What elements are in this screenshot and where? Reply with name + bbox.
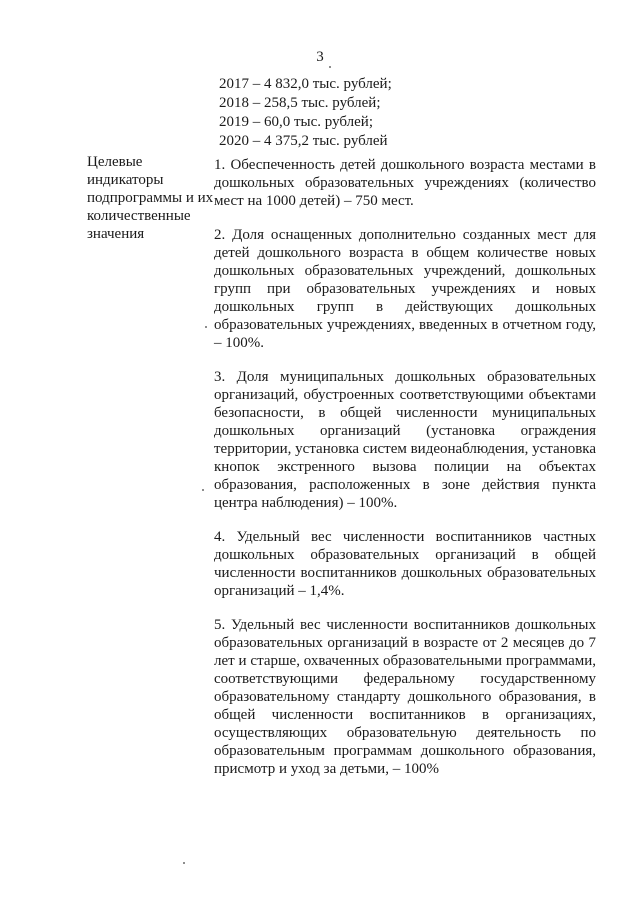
page-number: 3 — [316, 49, 324, 65]
funding-line-2019: 2019 – 60,0 тыс. рублей; — [219, 114, 373, 130]
indicator-3: 3. Доля муниципальных дошкольных образовательных организаций, обустроенных соответствующими объектами безопасности, в общей численности муниципальных дошкольных организаций (установка ограждения территории, установка систем видеонаблюдения, установка кнопок экстренного вызова полиции на объектах образования, расположенных в зоне действия пункта центра наблюдения) – 100%. — [214, 369, 596, 511]
funding-line-2017: 2017 – 4 832,0 тыс. рублей; — [219, 76, 392, 92]
indicator-1: 1. Обеспеченность детей дошкольного возраста местами в дошкольных образовательных учреждениях (количество мест на 1000 детей) – 750 мест. — [214, 157, 596, 209]
section-label: Целевые индикаторы подпрограммы и их количественные значения — [87, 154, 214, 242]
scan-speck — [183, 862, 185, 864]
funding-by-year — [219, 75, 579, 151]
scan-speck — [202, 489, 204, 491]
funding-line-2018: 2018 – 258,5 тыс. рублей; — [219, 95, 381, 111]
scan-speck — [329, 66, 331, 68]
indicator-4: 4. Удельный вес численности воспитанников частных дошкольных образовательных организаций в общей численности воспитанников дошкольных образовательных организаций – 1,4%. — [214, 529, 596, 599]
indicator-2: 2. Доля оснащенных дополнительно созданных мест для детей дошкольного возраста в общем количестве новых дошкольных образовательных учреждений, дошкольных групп при образовательных учреждениях и новых дошкольных групп в действующих дошкольных образовательных учреждениях, введенных в отчетном году, – 100%. — [214, 227, 596, 351]
funding-line-2020: 2020 – 4 375,2 тыс. рублей — [219, 133, 388, 149]
indicators-list — [214, 156, 596, 778]
indicator-5: 5. Удельный вес численности воспитанников дошкольных образовательных организаций в возрасте от 2 месяцев до 7 лет и старше, охваченных образовательными программами, соответствующими федеральному государственному образовательному стандарту дошкольного образования, в общей численности воспитанников в организациях, осуществляющих образовательную деятельность по образовательным программам дошкольного образования, присмотр и уход за детьми, – 100% — [214, 617, 596, 777]
scan-speck — [205, 326, 207, 328]
